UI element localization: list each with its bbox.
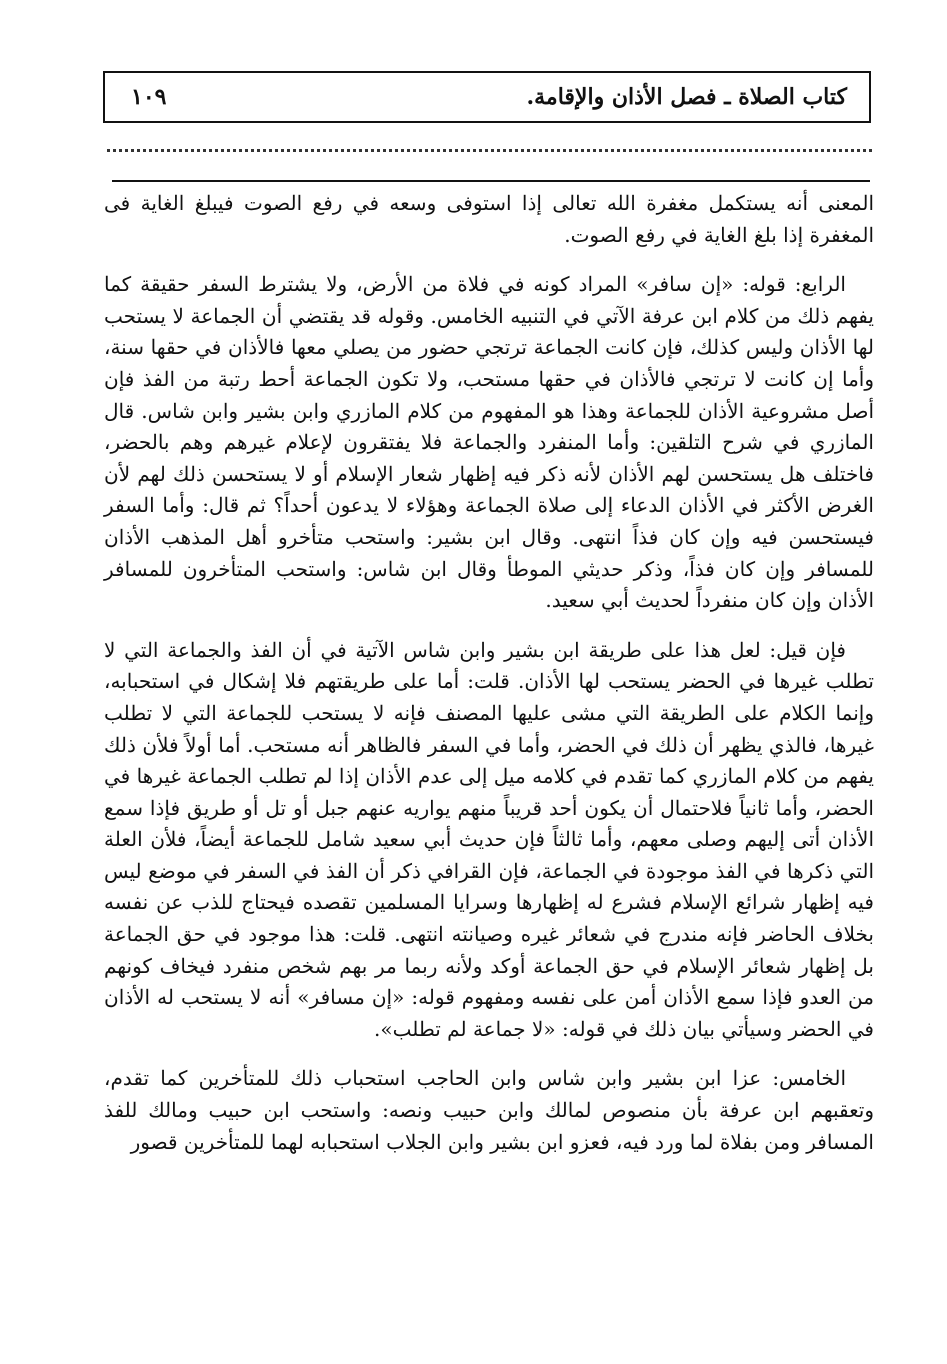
paragraph-objection: فإن قيل: لعل هذا على طريقة ابن بشير وابن شاس الآتية في أن الفذ والجماعة التي لا تطلب غيرها في الحضر يستحب لها الأذان. قلت: أما على طريقتهم فلا إشكال في استحبابه، وإنما الكلام على الطريقة التي مشى عليها المصنف فإنه لا يستحب للجماعة التي لا تطلب غيرها، فالذي يظهر أن ذلك في الحضر، وأما في السفر فالظاهر أنه مستحب. أما أولاً فلأن ذلك يفهم من كلام المازري كما تقدم في كلامه ميل إلى عدم الأذان إذا لم تطلب الجماعة غيرها في الحضر، وأما ثانياً فلاحتمال أن يكون أحد قريباً منهم يواريه عنهم جبل أو تل أو طريق فإذا سمع الأذان أتى إليهم وصلى معهم، وأما ثالثاً فإن حديث أبي سعيد شامل للجماعة أيضاً، فلأن العلة التي ذكرها في الفذ موجودة في الجماعة، فإن القرافي ذكر أن الفذ في السفر في موضع ليس فيه إظهار شرائع الإسلام فشرع له إظهارها وسرايا المسلمين تقصده فيحتاج للذب عن نفسه بخلاف الحاضر فإنه مندرج في شعائر غيره وصيانته انتهى. قلت: هذا موجود في حق الجماعة بل إظهار شعائر الإسلام في حق الجماعة أوكد ولأنه ربما مر بهم شخص منفرد فيخاف كونهم من العدو فإذا سمع الأذان أمن على نفسه ومفهوم قوله: «إن مسافر» أنه لا يستحب له الأذان في الحضر وسيأتي بيان ذلك في قوله: «لا جماعة لم تطلب». — [104, 637, 874, 1041]
chapter-title: كتاب الصلاة ـ فصل الأذان والإقامة. — [526, 84, 847, 110]
paragraph-fourth-note: الرابع: قوله: «إن سافر» المراد كونه في فلاة من الأرض، ولا يشترط السفر حقيقة كما يفهم ذلك من كلام ابن عرفة الآتي في التنبيه الخامس. وقوله قد يقتضي أن الجماعة لا يستحب لها الأذان وليس كذلك، فإن كانت الجماعة ترتجي حضور من يصلي معها فالأذان في حقها سنة، وأما إن كانت لا ترتجي فالأذان في حقها مستحب، ولا تكون الجماعة أحط رتبة من الفذ فإن أصل مشروعية الأذان للجماعة وهذا هو المفهوم من كلام المازري وابن بشير وابن شاس. قال المازري في شرح التلقين: وأما المنفرد والجماعة فلا يفتقرون لإعلام غيرهم وهم بالحضر، فاختلف هل يستحسن لهم الأذان لأنه ذكر فيه إظهار شعار الإسلام أو لا يستحسن ذلك لهم لأن الغرض الأكثر في الأذان الدعاء إلى صلاة الجماعة وهؤلاء لا يدعون أحداً؟ ثم قال: وأما السفر فيستحسن فيه وإن كان فذاً انتهى. وقال ابن بشير: واستحب متأخرو أهل المذهب الأذان للمسافر وإن كان فذاً، وذكر حديثي الموطأ وقال ابن شاس: واستحب المتأخرون للمسافر الأذان وإن كان منفرداً لحديث أبي سعيد. — [104, 272, 874, 613]
paragraph-fifth-note: الخامس: عزا ابن بشير وابن شاس وابن الحاجب استحباب ذلك للمتأخرين كما تقدم، وتعقبهم ابن عرفة بأن منصوص لمالك وابن حبيب ونصه: واستحب ابن حبيب ومالك للفذ المسافر ومن بفلاة لما ورد فيه، فعزو ابن بشير وابن الجلاب استحبابه لهما للمتأخرين قصور — [104, 1066, 874, 1154]
paragraph-continuation: المعنى أنه يستكمل مغفرة الله تعالى إذا استوفى وسعه في رفع الصوت فيبلغ الغاية فى المغفرة إذا بلغ الغاية في رفع الصوت. — [104, 191, 874, 247]
header-rule — [112, 180, 870, 182]
page-number: ١٠٩ — [131, 84, 167, 110]
running-header — [103, 71, 871, 123]
dotted-separator — [107, 149, 872, 152]
page-body — [104, 188, 874, 1176]
